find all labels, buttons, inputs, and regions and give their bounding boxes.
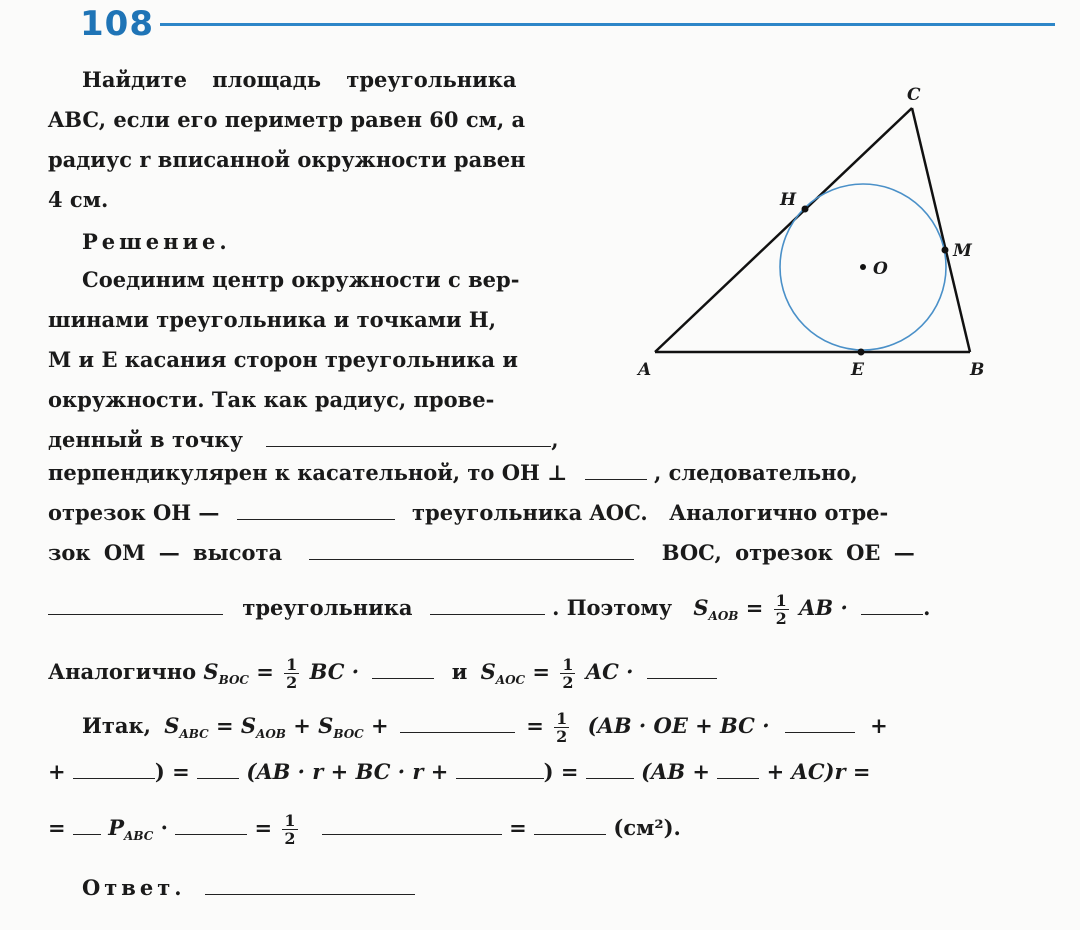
side-bc <box>912 108 970 352</box>
solution-line-7-mid: треугольника AOC. <box>412 500 648 525</box>
solution-line-12-expr: (AB · r + BC · r + <box>246 759 449 784</box>
fraction-half-1: $\frac{1}{2}$ <box>775 591 787 628</box>
answer-blank-7[interactable] <box>861 592 923 615</box>
answer-blank-19[interactable] <box>322 812 502 835</box>
fraction-half-5: $\frac{1}{2}$ <box>284 811 296 848</box>
answer-line <box>82 868 415 908</box>
perimeter-label: $P_{ABC}$ <box>108 815 154 844</box>
equals-sign: = <box>745 595 764 620</box>
label-h: H <box>780 190 797 210</box>
solution-line-7 <box>48 493 998 533</box>
answer-blank-13[interactable] <box>197 756 239 779</box>
tangent-point-e <box>858 349 865 356</box>
answer-blank-final[interactable] <box>205 872 415 895</box>
side-ac <box>655 108 912 352</box>
fraction-half-3: $\frac{1}{2}$ <box>562 655 574 692</box>
answer-blank-1[interactable] <box>266 424 551 447</box>
answer-blank-12[interactable] <box>73 756 155 779</box>
fraction-half-2: $\frac{1}{2}$ <box>286 655 298 692</box>
answer-blank-8[interactable] <box>372 656 434 679</box>
fraction-half-4: $\frac{1}{2}$ <box>556 709 568 746</box>
solution-line-5: денный в точку , <box>48 420 596 460</box>
answer-blank-6[interactable] <box>430 592 545 615</box>
area-abc-label: $S_{ABC}$ <box>164 713 209 742</box>
area-aob-term: $S_{AOB}$ <box>240 713 286 742</box>
solution-heading: Решение. <box>82 229 231 254</box>
label-b: B <box>970 360 985 380</box>
solution-line-1: Соединим центр окружности с вер- <box>82 267 520 292</box>
area-boc-term: $S_{BOC}$ <box>318 713 364 742</box>
solution-line-7-tail: Аналогично отре- <box>669 500 889 525</box>
answer-blank-4[interactable] <box>309 537 634 560</box>
area-aoc-label: $S_{AOC}$ <box>480 659 526 688</box>
answer-blank-15[interactable] <box>586 756 634 779</box>
problem-text <box>48 60 593 220</box>
triangle-abc <box>655 108 970 352</box>
answer-label: Ответ. <box>82 875 186 900</box>
label-e: E <box>851 360 864 380</box>
problem-line-4: 4 см. <box>48 187 109 212</box>
solution-line-3: M и E касания сторон треугольника и <box>48 347 518 372</box>
label-m: M <box>953 241 972 261</box>
solution-line-13: = $P_{ABC}$ · = $\frac{1}{2}$ = (см²). <box>48 811 681 848</box>
answer-blank-16[interactable] <box>717 756 759 779</box>
solution-line-9-text: треугольника <box>242 595 413 620</box>
solution-line-12-tail: + AC)r = <box>766 759 871 784</box>
answer-blank-5[interactable] <box>48 592 223 615</box>
problem-line-3: радиус r вписанной окружности равен <box>48 147 526 172</box>
answer-blank-14[interactable] <box>456 756 544 779</box>
area-aob-label: $S_{AOB}$ <box>693 595 739 624</box>
solution-line-8 <box>48 533 998 573</box>
tangent-point-h <box>802 206 809 213</box>
solution-line-6-text: перпендикулярен к касательной, то OH ⊥ <box>48 460 568 485</box>
center-o-point <box>860 264 866 270</box>
header-rule <box>160 23 1055 26</box>
label-c: C <box>907 85 921 105</box>
page-number: 108 <box>80 4 154 44</box>
solution-line-10-text: Аналогично <box>48 659 197 684</box>
solution-line-9-mid: . Поэтому <box>552 595 673 620</box>
solution-line-12: + ) = (AB · r + BC · r + ) = (AB + + AC)r = <box>48 752 1008 792</box>
problem-line-1-text: Найдите площадь треугольника <box>82 67 517 92</box>
solution-line-6 <box>48 453 998 493</box>
solution-line-9: треугольника . Поэтому $S_{AOB}$ = $\frac{1}{2}$ AB · . <box>48 588 1008 636</box>
area-boc-label: $S_{BOC}$ <box>203 659 249 688</box>
answer-blank-3[interactable] <box>237 497 395 520</box>
triangle-figure <box>620 70 1030 390</box>
solution-line-8-text: зок OM — высота <box>48 540 283 565</box>
answer-blank-9[interactable] <box>647 656 717 679</box>
solution-line-2: шинами треугольника и точками H, <box>48 307 497 332</box>
solution-line-11-expr: (AB · OE + BC · <box>587 713 770 738</box>
ac-dot: AC · <box>585 659 634 684</box>
tangent-point-m <box>942 247 949 254</box>
solution-line-4: окружности. Так как радиус, прове- <box>48 387 495 412</box>
unit-label: (см²). <box>613 815 681 840</box>
solution-line-10: Аналогично $S_{BOC}$ = $\frac{1}{2}$ BC · и $S_{AOC}$ = $\frac{1}{2}$ AC · <box>48 652 1008 700</box>
label-o: O <box>873 259 888 279</box>
answer-blank-20[interactable] <box>534 812 606 835</box>
label-a: A <box>638 360 652 380</box>
solution-line-6-tail: , следовательно, <box>653 460 858 485</box>
solution-text <box>48 260 596 460</box>
answer-blank-11[interactable] <box>785 710 855 733</box>
problem-line-1 <box>48 60 593 100</box>
answer-blank-17[interactable] <box>73 812 101 835</box>
solution-line-12-expr2: (AB + <box>641 759 711 784</box>
answer-blank-10[interactable] <box>400 710 515 733</box>
problem-line-2: ABC, если его периметр равен 60 см, а <box>48 107 526 132</box>
solution-line-11-text: Итак, <box>82 713 151 738</box>
answer-blank-2[interactable] <box>585 457 647 480</box>
bc-dot: BC · <box>309 659 360 684</box>
solution-line-8-tail: BOC, отрезок OE — <box>661 540 915 565</box>
and-word: и <box>451 659 468 684</box>
answer-blank-18[interactable] <box>175 812 247 835</box>
solution-line-11: Итак, $S_{ABC} = S_{AOB} + S_{BOC}$ + = $\frac{1}{2}$ (AB · OE + BC · + <box>82 709 888 746</box>
solution-line-7-text: отрезок OH — <box>48 500 220 525</box>
solution-line-5-text: денный в точку <box>48 427 243 452</box>
ab-dot: AB · <box>799 595 848 620</box>
